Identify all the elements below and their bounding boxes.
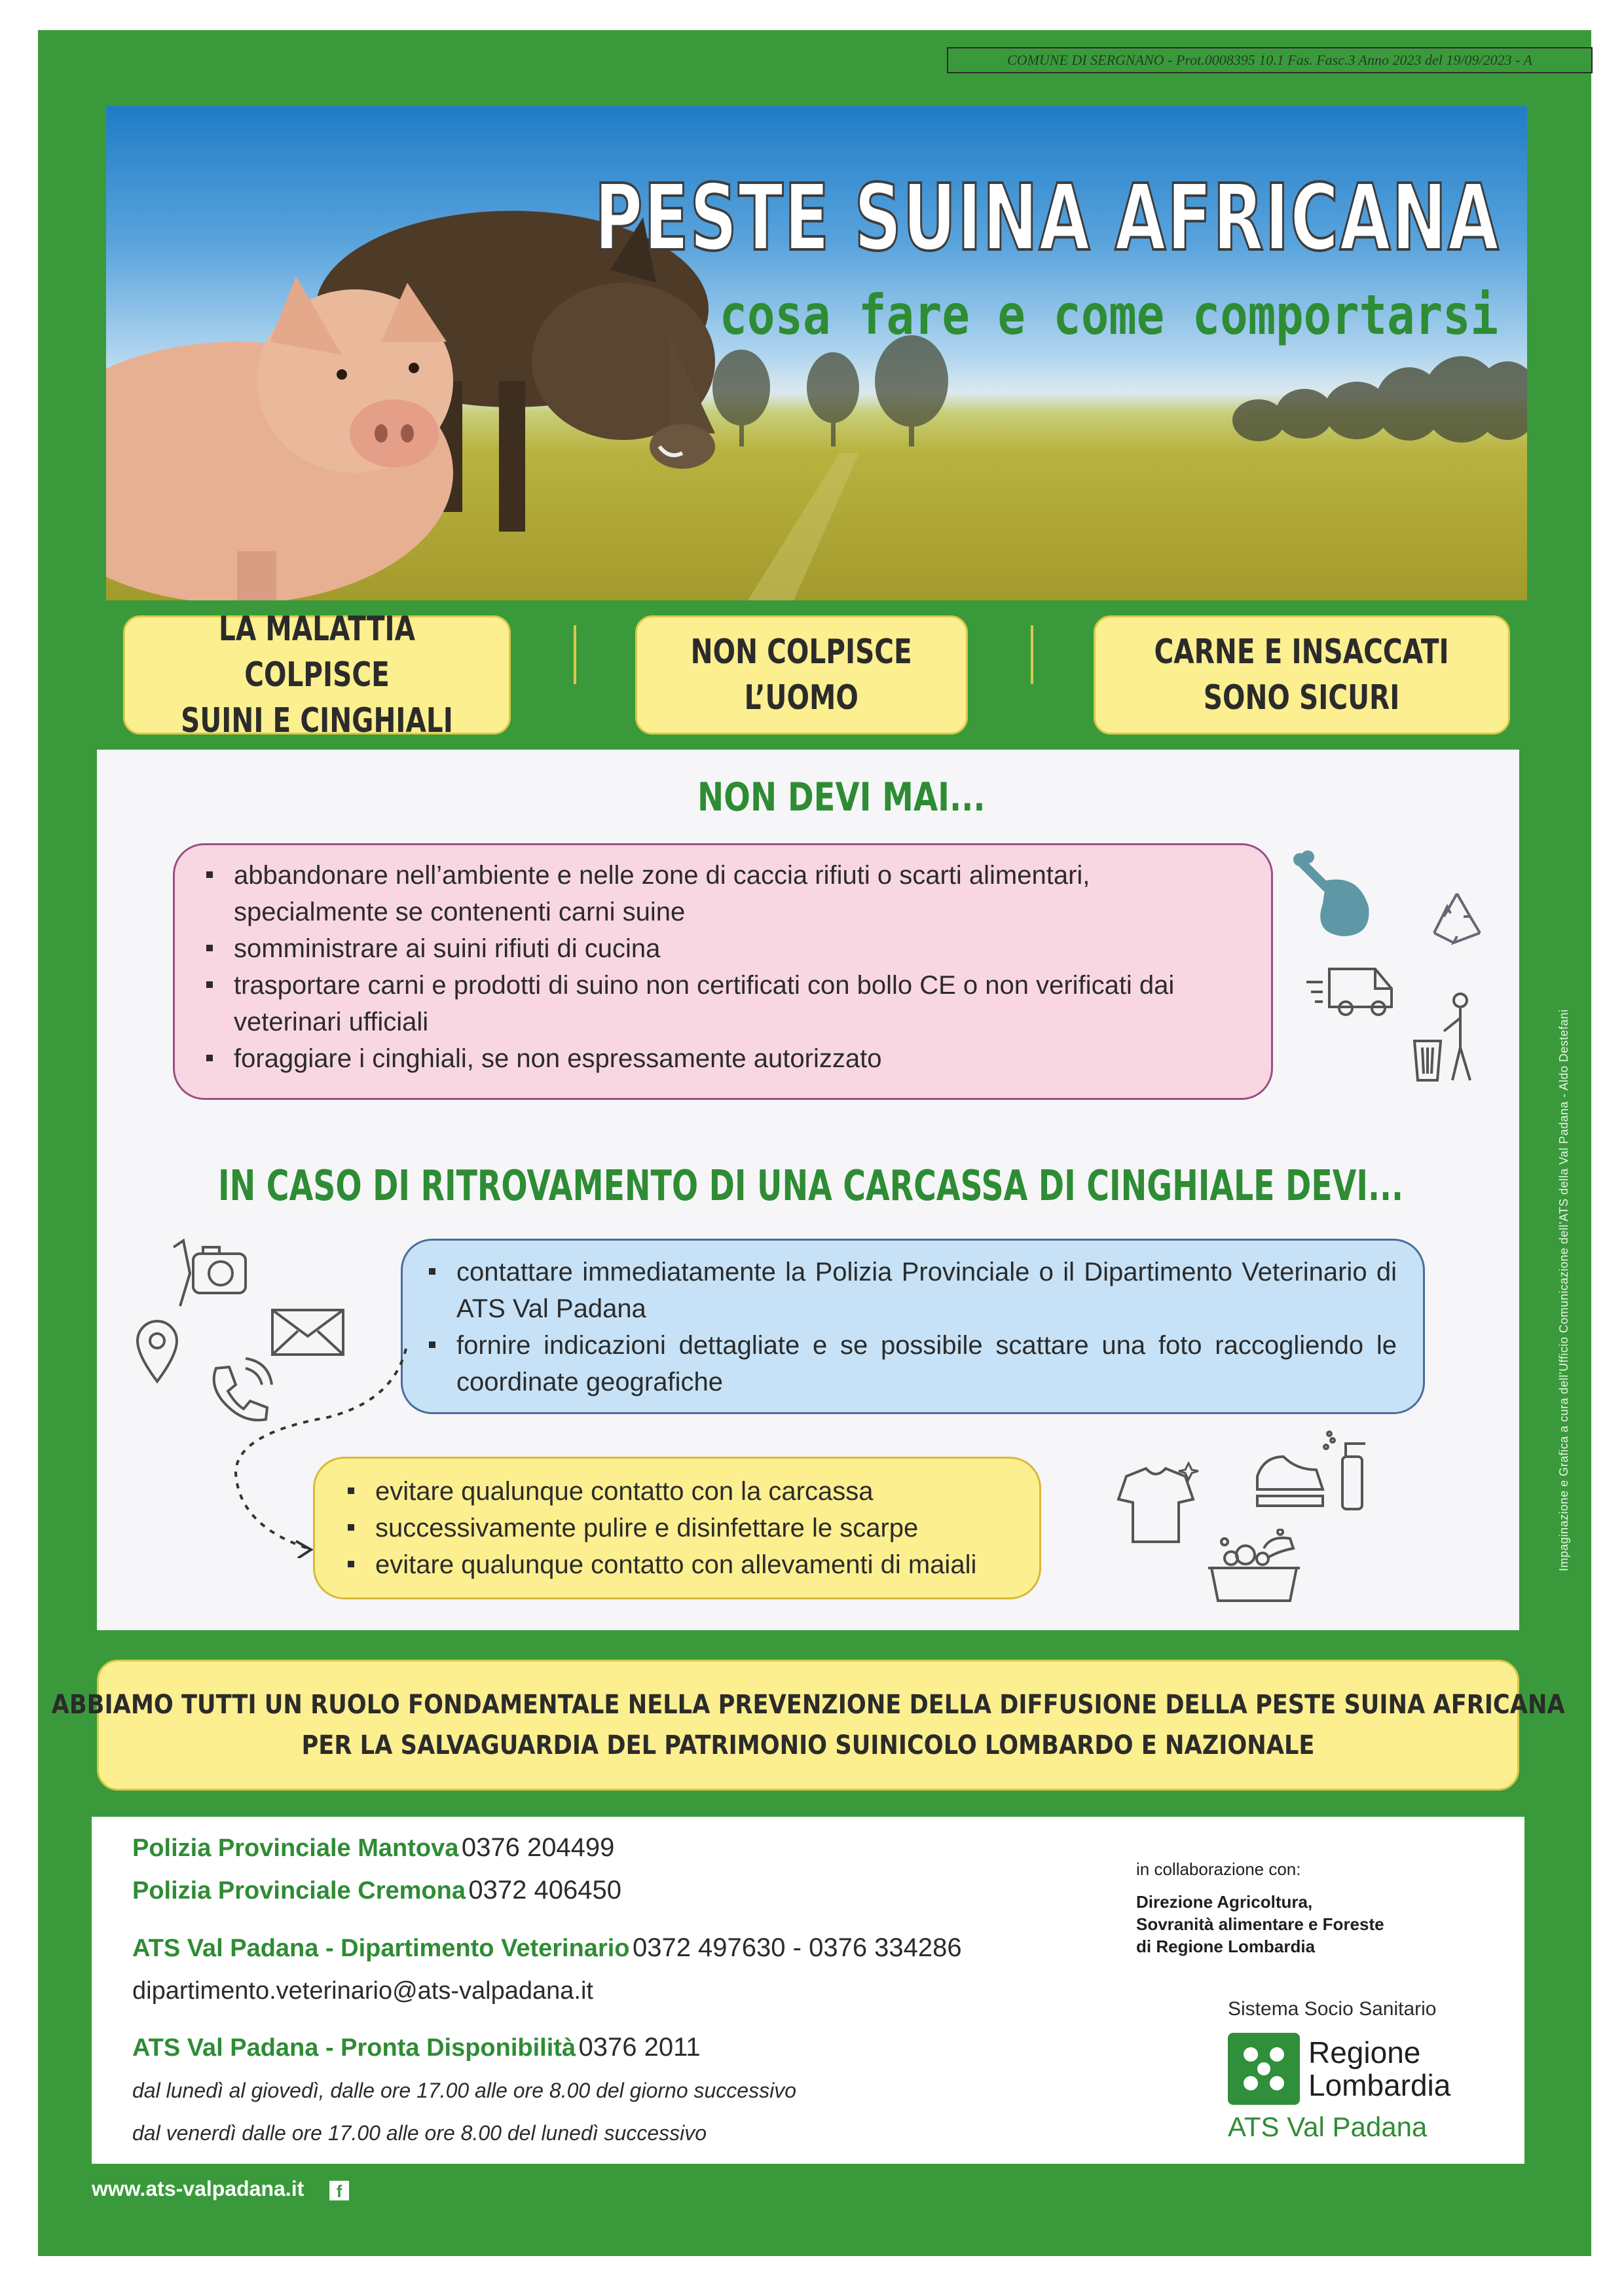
hero-subtitle: cosa fare e come comportarsi	[719, 283, 1498, 347]
collab-intro: in collaborazione con:	[1136, 1859, 1301, 1879]
website-link[interactable]: www.ats-valpadana.it	[92, 2177, 304, 2200]
contact-mantova: Polizia Provinciale Mantova 0376 204499	[132, 1833, 615, 1862]
tshirt-icon	[1107, 1457, 1205, 1548]
contact-email-link[interactable]: dipartimento.veterinario@ats-valpadana.it	[132, 1977, 593, 2005]
hours-weekend: dal venerdì dalle ore 17.00 alle ore 8.00 del lunedì successivo	[132, 2121, 707, 2145]
shoe-disinfect-spray-icon	[1251, 1430, 1375, 1516]
facebook-icon[interactable]: f	[329, 2181, 349, 2200]
closing-line-2: PER LA SALVAGUARDIA DEL PATRIMONIO SUINICOLO LOMBARDO E NAZIONALE	[301, 1730, 1315, 1760]
closing-line-1: ABBIAMO TUTTI UN RUOLO FONDAMENTALE NELLA PREVENZIONE DELLA DIFFUSIONE DELLA PESTE SUINA AFRICANA	[51, 1690, 1565, 1720]
system-label: Sistema Socio Sanitario	[1228, 1998, 1437, 2020]
contact-instructions-box	[401, 1239, 1425, 1414]
pig-icon	[106, 276, 453, 600]
avoid-instructions-box	[313, 1457, 1041, 1599]
never-list-box	[173, 843, 1273, 1100]
hero-banner	[106, 106, 1527, 600]
list-item: foraggiare i cinghiali, se non espressamente autorizzato	[193, 1040, 1245, 1077]
list-item: somministrare ai suini rifiuti di cucina	[193, 930, 1245, 967]
fact-separator	[1031, 625, 1033, 684]
ats-name: ATS Val Padana	[1228, 2111, 1428, 2142]
carcass-heading: IN CASO DI RITROVAMENTO DI UNA CARCASSA DI CINGHIALE DEVI...	[218, 1162, 1403, 1211]
fact-box-meat: CARNE E INSACCATI SONO SICURI	[1094, 615, 1510, 735]
contact-pronta: ATS Val Padana - Pronta Disponibilità 0376 2011	[132, 2033, 701, 2062]
list-item: trasportare carni e prodotti di suino non certificati con bollo CE o non verificati dai veterinari ufficiali	[193, 967, 1245, 1040]
delivery-van-icon	[1303, 956, 1401, 1021]
camera-photo-icon	[167, 1234, 252, 1313]
washing-basin-icon	[1205, 1529, 1303, 1607]
never-heading: NON DEVI MAI...	[697, 774, 986, 820]
footer	[92, 2177, 349, 2201]
protocol-stamp: COMUNE DI SERGNANO - Prot.0008395 10.1 Fas. Fasc.3 Anno 2023 del 19/09/2023 - A	[947, 47, 1593, 73]
list-item: successivamente pulire e disinfettare le scarpe	[335, 1510, 1020, 1546]
regione-lombardia-logo-icon	[1228, 2033, 1300, 2105]
hero-title: PESTE SUINA AFRICANA	[594, 165, 1500, 272]
meat-leg-icon	[1287, 848, 1385, 946]
recycle-icon	[1424, 887, 1490, 953]
location-pin-icon	[131, 1316, 183, 1388]
side-credit: Impaginazione e Grafica a cura dell’Ufficio Comunicazione dell’ATS della Val Padana - Aldo Destefani	[1557, 1009, 1570, 1571]
contact-vet: ATS Val Padana - Dipartimento Veterinario 0372 497630 - 0376 334286	[132, 1933, 962, 1962]
fact-separator	[574, 625, 576, 684]
collab-org-line-3: di Regione Lombardia	[1136, 1937, 1316, 1956]
closing-banner	[51, 1660, 1565, 1791]
list-item: fornire indicazioni dettagliate e se possibile scattare una foto raccogliendo le coordinate geografiche	[416, 1327, 1397, 1400]
region-name-line-1: Regione	[1308, 2035, 1421, 2069]
collab-org-line-1: Direzione Agricoltura,	[1136, 1892, 1313, 1912]
fact-box-disease: LA MALATTIA COLPISCE SUINI E CINGHIALI	[123, 615, 511, 735]
list-item: evitare qualunque contatto con la carcassa	[335, 1473, 1020, 1510]
contact-cremona: Polizia Provinciale Cremona 0372 406450	[132, 1876, 621, 1904]
fact-box-humans: NON COLPISCE L’UOMO	[635, 615, 968, 735]
hours-weekday: dal lunedì al giovedì, dalle ore 17.00 alle ore 8.00 del giorno successivo	[132, 2079, 796, 2102]
littering-trash-icon	[1408, 989, 1493, 1087]
list-item: contattare immediatamente la Polizia Provinciale o il Dipartimento Veterinario di ATS Val Padana	[416, 1254, 1397, 1327]
collab-org-line-2: Sovranità alimentare e Foreste	[1136, 1914, 1384, 1934]
region-name-line-2: Lombardia	[1308, 2068, 1451, 2102]
list-item: evitare qualunque contatto con allevamenti di maiali	[335, 1546, 1020, 1583]
list-item: abbandonare nell’ambiente e nelle zone di caccia rifiuti o scarti alimentari, specialmente se contenenti carni suine	[193, 857, 1245, 930]
